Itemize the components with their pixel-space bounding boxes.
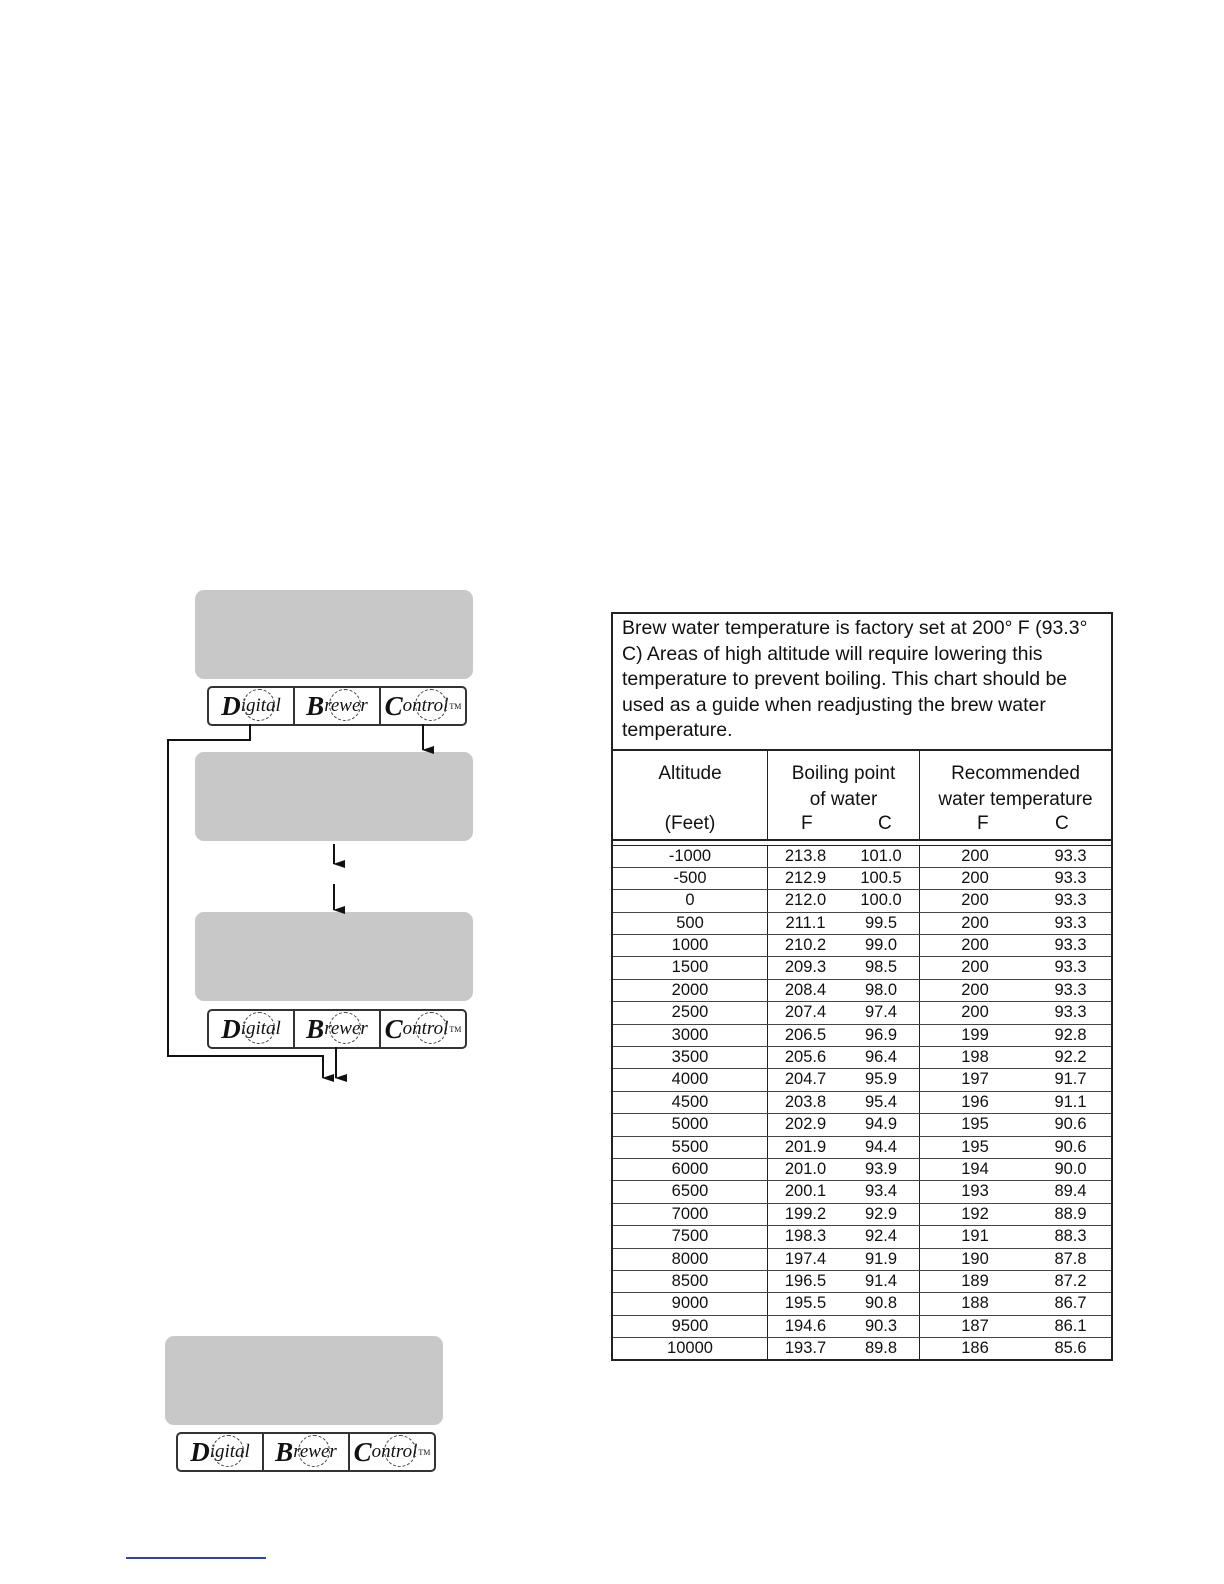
cell-boil-c: 101.0 — [860, 846, 902, 865]
cell-rec-f: 195 — [919, 1137, 1030, 1158]
cell-rec-f: 196 — [919, 1092, 1030, 1113]
table-row — [613, 890, 1111, 912]
cell-altitude: 6000 — [671, 1159, 709, 1178]
cell-rec-c: 90.6 — [1054, 1115, 1087, 1134]
cell-rec-c: 93.3 — [1054, 913, 1087, 932]
cell-rec-c: 93.3 — [1054, 958, 1087, 977]
cell-rec-f: 186 — [919, 1338, 1030, 1359]
cell-rec-c: 93.3 — [1054, 936, 1087, 955]
table-row — [613, 1025, 1111, 1047]
table-row — [613, 1002, 1111, 1024]
cell-rec-f: 200 — [919, 868, 1030, 889]
cell-boil-f: 196.5 — [767, 1271, 843, 1292]
cell-boil-c: 97.4 — [864, 1003, 898, 1022]
cell-boil-f: 212.9 — [767, 868, 843, 889]
cell-altitude: 5000 — [671, 1115, 709, 1134]
table-row — [613, 1204, 1111, 1226]
cell-altitude: 4000 — [671, 1070, 709, 1089]
cell-altitude: 3000 — [671, 1025, 709, 1044]
cell-rec-c: 92.8 — [1054, 1025, 1087, 1044]
table-row — [613, 1249, 1111, 1271]
cell-rec-f: 199 — [919, 1025, 1030, 1046]
header-altitude: Altitude (Feet) — [658, 762, 722, 834]
cell-rec-f: 194 — [919, 1159, 1030, 1180]
cell-altitude: -500 — [673, 868, 707, 887]
control-button[interactable]: C ontrol TM — [348, 1434, 434, 1470]
cell-rec-f: 195 — [919, 1114, 1030, 1135]
table-body — [613, 846, 1111, 1360]
cell-boil-c: 96.9 — [864, 1025, 898, 1044]
table-row — [613, 1092, 1111, 1114]
cell-boil-f: 200.1 — [767, 1181, 843, 1202]
digital-button[interactable]: D igital — [221, 690, 281, 721]
cell-altitude: 8000 — [671, 1249, 709, 1268]
cell-rec-c: 93.3 — [1054, 846, 1087, 865]
cell-boil-c: 98.0 — [864, 980, 898, 999]
table-row — [613, 846, 1111, 868]
cell-rec-f: 200 — [919, 935, 1030, 956]
cell-altitude: 9000 — [671, 1294, 709, 1313]
cell-altitude: 4500 — [671, 1092, 709, 1111]
cell-boil-f: 207.4 — [767, 1002, 843, 1023]
cell-altitude: 1000 — [671, 936, 709, 955]
cell-boil-c: 99.5 — [864, 913, 898, 932]
cell-rec-c: 93.3 — [1054, 891, 1087, 910]
cell-rec-f: 200 — [919, 957, 1030, 978]
cell-altitude: 2500 — [671, 1003, 709, 1022]
cell-altitude: 500 — [676, 913, 704, 932]
cell-boil-c: 93.9 — [864, 1159, 898, 1178]
cell-rec-f: 191 — [919, 1226, 1030, 1247]
cell-boil-f: 197.4 — [767, 1249, 843, 1270]
cell-rec-f: 200 — [919, 980, 1030, 1001]
table-row — [613, 1137, 1111, 1159]
brewer-button[interactable]: B rewer — [293, 1011, 379, 1047]
cell-altitude: 7500 — [671, 1227, 709, 1246]
cell-altitude: 8500 — [671, 1271, 709, 1290]
cell-rec-c: 86.1 — [1054, 1316, 1087, 1335]
table-row — [613, 1181, 1111, 1203]
cell-boil-c: 98.5 — [864, 958, 898, 977]
brewer-button[interactable]: B rewer — [293, 688, 379, 724]
table-note: Brew water temperature is factory set at 200° F (93.3° C) Areas of high altitude will require lowering this temperature to prevent boiling. This chart should be used as a guide when readjusting the brew water temperature. — [613, 614, 1111, 751]
digital-button[interactable]: D igital — [221, 1013, 281, 1044]
table-header — [613, 751, 1111, 841]
brewer-button[interactable]: B rewer — [262, 1434, 348, 1470]
cell-boil-f: 213.8 — [767, 846, 843, 867]
table-row — [613, 935, 1111, 957]
cell-rec-c: 89.4 — [1054, 1182, 1087, 1201]
table-row — [613, 957, 1111, 979]
cell-rec-f: 197 — [919, 1069, 1030, 1090]
cell-boil-f: 193.7 — [767, 1338, 843, 1359]
cell-rec-f: 190 — [919, 1249, 1030, 1270]
cell-boil-f: 208.4 — [767, 980, 843, 1001]
control-button[interactable]: C ontrol TM — [379, 688, 465, 724]
cell-rec-c: 93.3 — [1054, 980, 1087, 999]
cell-boil-f: 194.6 — [767, 1316, 843, 1337]
cell-boil-f: 203.8 — [767, 1092, 843, 1113]
cell-rec-c: 90.6 — [1054, 1137, 1087, 1156]
cell-rec-f: 188 — [919, 1293, 1030, 1314]
cell-boil-c: 94.4 — [864, 1137, 898, 1156]
cell-boil-c: 89.8 — [864, 1339, 898, 1358]
cell-rec-f: 200 — [919, 846, 1030, 867]
table-row — [613, 980, 1111, 1002]
cell-boil-c: 92.9 — [864, 1204, 898, 1223]
cell-altitude: -1000 — [668, 846, 712, 865]
cell-boil-c: 95.4 — [864, 1092, 898, 1111]
cell-boil-c: 91.9 — [864, 1249, 898, 1268]
cell-rec-f: 198 — [919, 1047, 1030, 1068]
cell-rec-f: 200 — [919, 890, 1030, 911]
cell-altitude: 6500 — [671, 1182, 709, 1201]
header-boiling-point: Boiling point of water F C — [767, 751, 919, 839]
cell-rec-f: 193 — [919, 1181, 1030, 1202]
cell-altitude: 9500 — [671, 1316, 709, 1335]
cell-boil-f: 198.3 — [767, 1226, 843, 1247]
cell-rec-f: 200 — [919, 913, 1030, 934]
cell-boil-f: 195.5 — [767, 1293, 843, 1314]
cell-altitude: 2000 — [671, 980, 709, 999]
cell-boil-c: 93.4 — [864, 1182, 898, 1201]
cell-boil-f: 205.6 — [767, 1047, 843, 1068]
cell-rec-c: 86.7 — [1054, 1294, 1087, 1313]
digital-button[interactable]: D igital — [190, 1436, 250, 1467]
cell-rec-c: 93.3 — [1054, 868, 1087, 887]
cell-altitude: 5500 — [671, 1137, 709, 1156]
table-row — [613, 1316, 1111, 1338]
header-recommended: Recommended water temperature F C — [919, 751, 1111, 839]
cell-rec-c: 92.2 — [1054, 1048, 1087, 1067]
cell-boil-c: 90.3 — [864, 1316, 898, 1335]
brew-temperature-table — [611, 612, 1113, 1361]
cell-rec-f: 187 — [919, 1316, 1030, 1337]
cell-boil-c: 99.0 — [864, 936, 898, 955]
cell-boil-c: 96.4 — [864, 1048, 898, 1067]
cell-altitude: 7000 — [671, 1204, 709, 1223]
control-button[interactable]: C ontrol TM — [379, 1011, 465, 1047]
table-row — [613, 1226, 1111, 1248]
cell-boil-c: 91.4 — [864, 1271, 898, 1290]
cell-altitude: 3500 — [671, 1048, 709, 1067]
cell-rec-c: 90.0 — [1054, 1159, 1087, 1178]
footer-link-underline — [126, 1557, 266, 1559]
table-row — [613, 1293, 1111, 1315]
cell-rec-f: 192 — [919, 1204, 1030, 1225]
cell-altitude: 1500 — [671, 958, 709, 977]
cell-rec-c: 88.3 — [1054, 1227, 1087, 1246]
table-row — [613, 1159, 1111, 1181]
cell-boil-f: 212.0 — [767, 890, 843, 911]
cell-boil-c: 100.0 — [860, 891, 902, 910]
cell-boil-f: 202.9 — [767, 1114, 843, 1135]
digital-loop-line — [168, 724, 323, 1078]
cell-boil-f: 209.3 — [767, 957, 843, 978]
cell-rec-c: 85.6 — [1054, 1339, 1087, 1358]
cell-boil-c: 100.5 — [860, 868, 902, 887]
table-row — [613, 868, 1111, 890]
cell-boil-f: 211.1 — [767, 913, 843, 934]
cell-rec-c: 91.7 — [1054, 1070, 1087, 1089]
cell-boil-f: 201.0 — [767, 1159, 843, 1180]
cell-boil-c: 94.9 — [864, 1115, 898, 1134]
cell-rec-c: 93.3 — [1054, 1003, 1087, 1022]
cell-rec-c: 87.8 — [1054, 1249, 1087, 1268]
table-row — [613, 1338, 1111, 1359]
cell-rec-f: 189 — [919, 1271, 1030, 1292]
table-row — [613, 913, 1111, 935]
table-row — [613, 1047, 1111, 1069]
cell-altitude: 10000 — [667, 1339, 713, 1358]
cell-boil-f: 210.2 — [767, 935, 843, 956]
cell-boil-c: 90.8 — [864, 1294, 898, 1313]
cell-rec-c: 87.2 — [1054, 1271, 1087, 1290]
cell-boil-f: 204.7 — [767, 1069, 843, 1090]
cell-boil-c: 92.4 — [864, 1227, 898, 1246]
cell-boil-f: 206.5 — [767, 1025, 843, 1046]
cell-boil-f: 201.9 — [767, 1137, 843, 1158]
cell-rec-c: 91.1 — [1054, 1092, 1087, 1111]
cell-boil-c: 95.9 — [864, 1070, 898, 1089]
cell-altitude: 0 — [685, 891, 695, 910]
cell-boil-f: 199.2 — [767, 1204, 843, 1225]
cell-rec-c: 88.9 — [1054, 1204, 1087, 1223]
cell-rec-f: 200 — [919, 1002, 1030, 1023]
table-row — [613, 1069, 1111, 1091]
table-row — [613, 1114, 1111, 1136]
table-row — [613, 1271, 1111, 1293]
